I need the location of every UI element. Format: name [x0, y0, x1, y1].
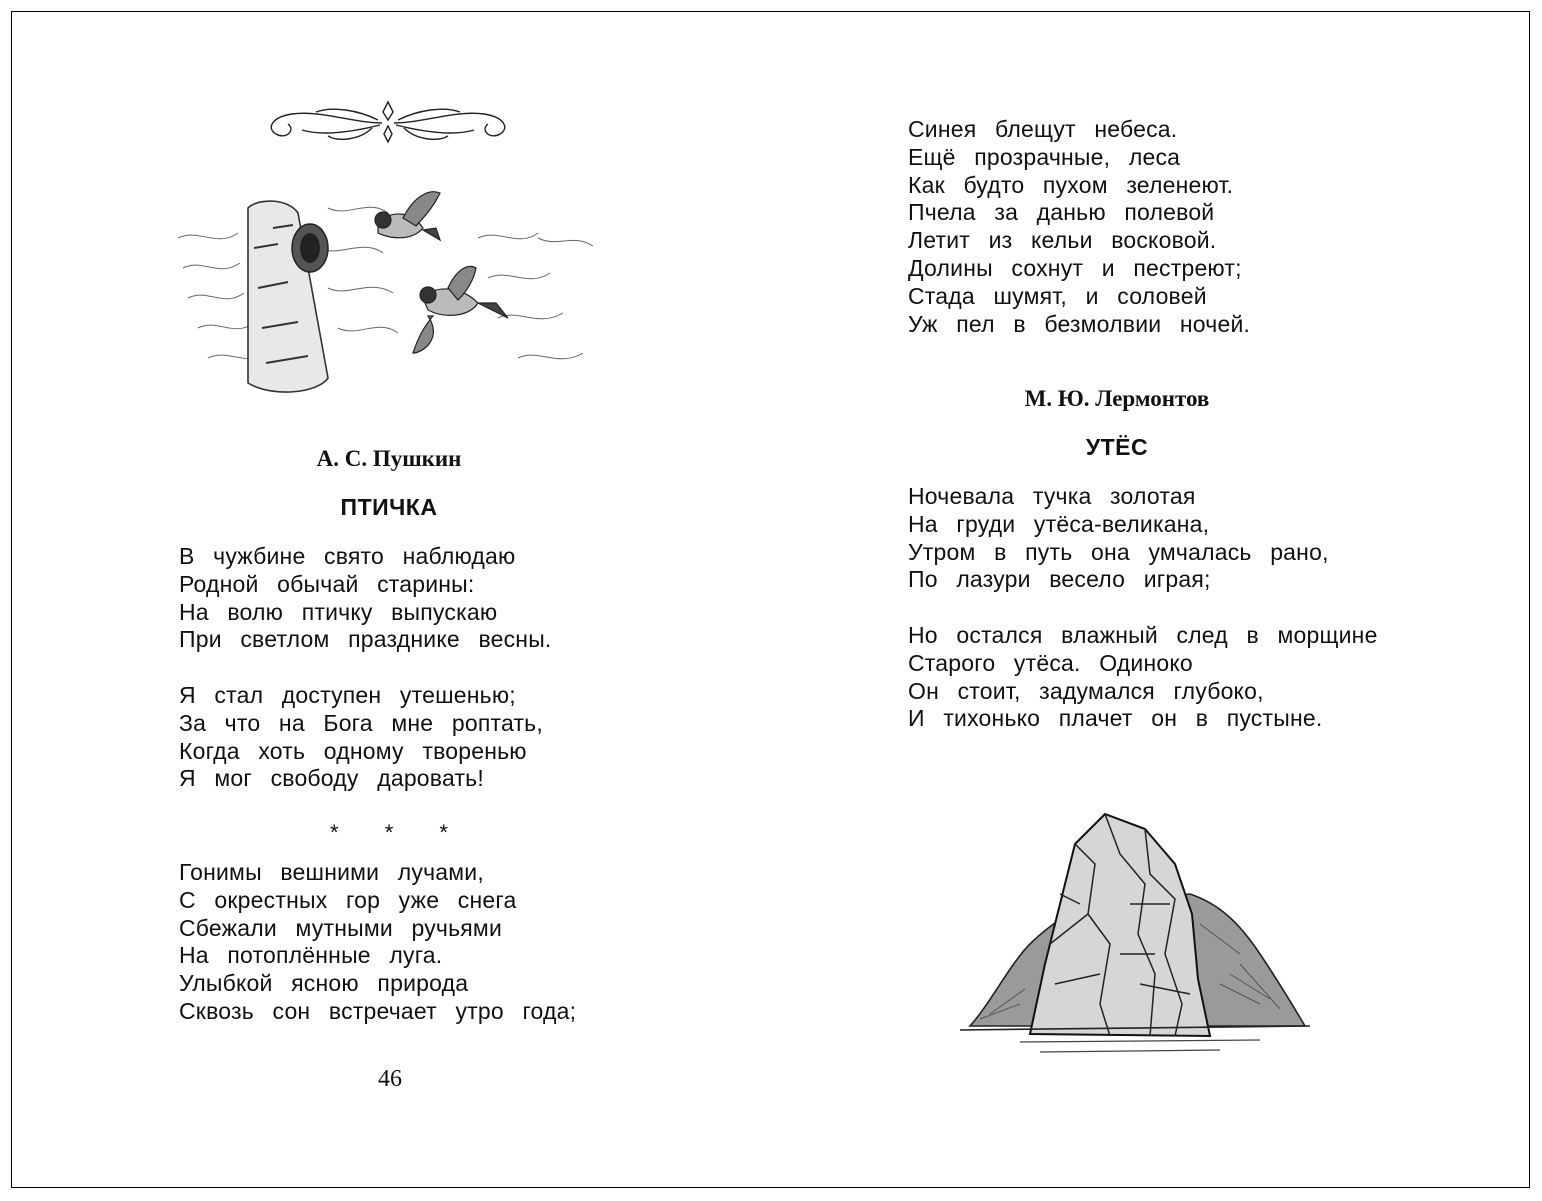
asterism-separator: * * * [330, 820, 468, 845]
bird-upper [375, 192, 440, 240]
verse-line: На груди утёса-великана, [908, 510, 1210, 537]
cliff-illustration [960, 804, 1310, 1056]
verse-line: В чужбине свято наблюдаю [179, 543, 516, 569]
verse-line: На волю птичку выпускаю [179, 598, 498, 625]
verse-line: Улыбкой ясною природа [179, 970, 469, 997]
verse-line: Долины сохнут и пестреют; [908, 254, 1242, 281]
stanza-2 [908, 622, 1378, 733]
verse-line: Гонимы вешними лучами, [179, 859, 484, 885]
page-number: 46 [378, 1066, 402, 1092]
verse-line: Я стал доступен утешенью; [179, 681, 516, 708]
verse-line: Когда хоть одному творенью [179, 737, 527, 764]
verse-line: И тихонько плачет он в пустыне. [908, 705, 1323, 732]
verse-line: Родной обычай старины: [179, 570, 475, 597]
verse-line: Ещё прозрачные, леса [908, 143, 1181, 170]
stanza-1 [179, 859, 576, 1026]
poem-ptichka [179, 543, 552, 793]
verse-line: Ночевала тучка золотая [908, 483, 1196, 509]
verse-line: Он стоит, задумался глубоко, [908, 677, 1264, 704]
verse-line: Пчела за данью полевой [908, 199, 1215, 226]
poem-untitled-start [179, 859, 576, 1026]
verse-line: Стада шумят, и соловей [908, 282, 1207, 309]
ornament-divider-icon [262, 100, 514, 146]
verse-line: Старого утёса. Одиноко [908, 649, 1193, 676]
verse-line: Уж пел в безмолвии ночей. [908, 310, 1251, 337]
verse-line: За что на Бога мне роптать, [179, 709, 543, 736]
verse-line: Летит из кельи восковой. [908, 227, 1217, 254]
verse-line: Сбежали мутными ручьями [179, 914, 502, 941]
poem-title-utes: УТЁС [1085, 434, 1149, 460]
poem-utes [908, 483, 1378, 733]
verse-line: Как будто пухом зеленеют. [908, 171, 1234, 198]
verse-line: С окрестных гор уже снега [179, 886, 517, 913]
verse-line: На потоплённые луга. [179, 942, 443, 969]
stanza-1 [908, 483, 1378, 594]
stanza-2 [179, 682, 552, 793]
verse-line: По лазури весело играя; [908, 566, 1211, 593]
verse-line: Синея блещут небеса. [908, 116, 1178, 142]
poem-untitled-continued [908, 116, 1250, 338]
stanza-1 [179, 543, 552, 654]
verse-line: При светлом празднике весны. [179, 626, 552, 653]
author-pushkin: А. С. Пушкин [316, 446, 462, 471]
birds-birch-illustration [178, 178, 602, 414]
author-lermontov: М. Ю. Лермонтов [1024, 386, 1210, 411]
stanza-continued [908, 116, 1250, 338]
verse-line: Сквозь сон встречает утро года; [179, 997, 577, 1024]
poem-title-ptichka: ПТИЧКА [340, 494, 438, 520]
bird-lower [413, 266, 508, 353]
verse-line: Утром в путь она умчалась рано, [908, 538, 1329, 565]
verse-line: Но остался влажный след в морщине [908, 621, 1378, 648]
verse-line: Я мог свободу даровать! [179, 765, 484, 792]
